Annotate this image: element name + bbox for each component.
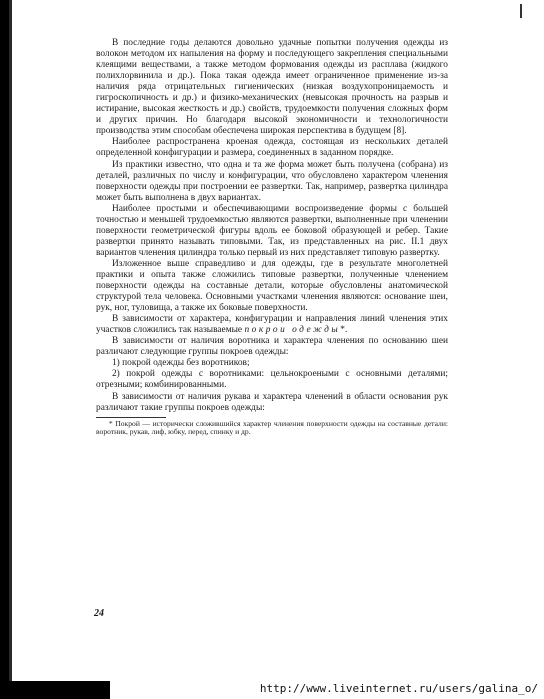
footnote-marker: *.: [340, 325, 348, 336]
scan-border-bottom: [0, 681, 110, 699]
paragraph: В последние годы делаются довольно удачные попытки получения одежды из волокон методом их напыления на форму и последующего закрепления специальными клеящими веществами, а также методом формования одежды из расплава (жидкого полихлорвинила и др.). Пока такая одежда имеет ограниченное применение из-за наличия ряда отрицательных гигиенических (низкая воздухопроницаемость и гигроскопичность и др.) и физико-механических (невысокая прочность на разрыв и истирание, высокая жесткость и др.) свойств, трудоемкости получения сложных форм и других причин. Но благодаря высокой экономичности и технологичности производства этим способам обеспечена широкая перспектива в будущем [8].: [96, 38, 448, 137]
kroi-text: В зависимости от характера, конфигурации и направления линий членения этих участков сложились так называемые: [96, 314, 448, 336]
page-body: [96, 38, 448, 437]
collar-item: 2) покрой одежды с воротниками: цельнокроеными с основными деталями; отрезными; комбинированными.: [96, 369, 448, 391]
kroi-term: покрои одежды: [244, 325, 341, 336]
watermark-url: http://www.liveinternet.ru/users/galina_o/: [259, 682, 538, 695]
paragraph-kroi: [96, 314, 448, 336]
footnote: * Покрой — исторически сложившийся характер членения поверхности одежды на составные детали: воротник, рукав, лиф, юбку, перед, спинку и др.: [96, 418, 448, 437]
paragraph: Из практики известно, что одна и та же форма может быть получена (собрана) из деталей, различных по числу и конфигурации, что обусловлено характером членения поверхности одежды при построении ее развертки. Так, например, развертка цилиндра может быть выполнена в двух вариантах.: [96, 159, 448, 203]
collar-item: 1) покрой одежды без воротников;: [111, 358, 250, 369]
scan-border-left: [0, 0, 14, 699]
scan-mark: [520, 4, 522, 18]
paragraph-collar-intro: В зависимости от наличия воротника и характера членения по основанию шеи различают следующие группы покроев одежды:: [96, 336, 448, 358]
paragraph: Наиболее простыми и обеспечивающими воспроизведение формы с большей точностью и меньшей трудоемкостью являются развертки, выполненные при членении поверхности геометрической фигуры вдоль ее боковой образующей и ребер. Такие развертки принято называть типовыми. Так, из представленных на рис. II.1 двух вариантов членения цилиндра только первый из них представляет типовую развертку.: [96, 203, 448, 258]
paragraph: Изложенное выше справедливо и для одежды, где в результате многолетней практики и опыта также сложились типовые развертки, полученные членением поверхности одежды на составные детали, которые обусловлены анатомической структурой тела человека. Основными участками членения являются: основание шеи, рук, ног, туловища, а также их боковые поверхности.: [96, 258, 448, 314]
page-number: 24: [94, 608, 104, 619]
paragraph-sleeve: В зависимости от наличия рукава и характера членений в области основания рук различают такие группы покроев одежды:: [96, 391, 448, 413]
footnote-divider: [96, 417, 166, 418]
paragraph: Наиболее распространена кроеная одежда, состоящая из нескольких деталей определенной конфигурации и размера, соединенных в заданном порядке.: [96, 137, 448, 159]
